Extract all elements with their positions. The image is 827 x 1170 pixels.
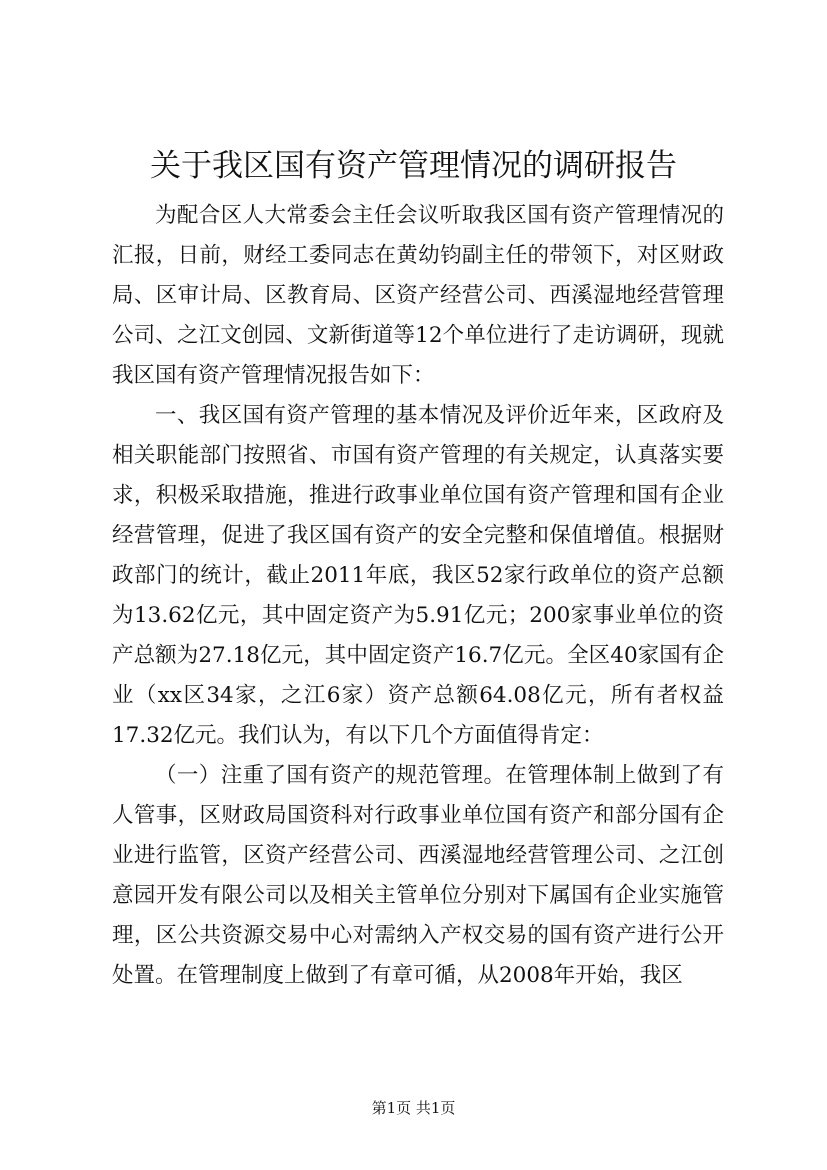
paragraph-subsection-one: （一）注重了国有资产的规范管理。在管理体制上做到了有人管事，区财政局国资科对行政事业单位国有资产和部分国有企业进行监管，区资产经营公司、西溪湿地经营管理公司、之江创意园开发有限公司以及相关主管单位分别对下属国有企业实施管理，区公共资源交易中心对需纳入产权交易的国有资产进行公开处置。在管理制度上做到了有章可循，从2008年开始，我区 [112, 763, 724, 988]
paragraph-section-one: 一、我区国有资产管理的基本情况及评价近年来，区政府及相关职能部门按照省、市国有资产管理的有关规定，认真落实要求，积极采取措施，推进行政事业单位国有资产管理和国有企业经营管理，促进了我区国有资产的安全完整和保值增值。根据财政部门的统计，截止2011年底，我区52家行政单位的资产总额为13.62亿元，其中固定资产为5.91亿元；200家事业单位的资产总额为27.18亿元，其中固定资产16.7亿元。全区40家国有企业（xx区34家，之江6家）资产总额64.08亿元，所有者权益17.32亿元。我们认为，有以下几个方面值得肯定： [112, 403, 724, 748]
page-footer: 第1页 共1页 [371, 1099, 456, 1117]
paragraph-intro: 为配合区人大常委会主任会议听取我区国有资产管理情况的汇报，日前，财经工委同志在黄幼钧副主任的带领下，对区财政局、区审计局、区教育局、区资产经营公司、西溪湿地经营管理公司、之江文创园、文新街道等12个单位进行了走访调研，现就我区国有资产管理情况报告如下： [112, 203, 724, 388]
document-body [112, 196, 724, 996]
document-title: 关于我区国有资产管理情况的调研报告 [150, 148, 677, 184]
